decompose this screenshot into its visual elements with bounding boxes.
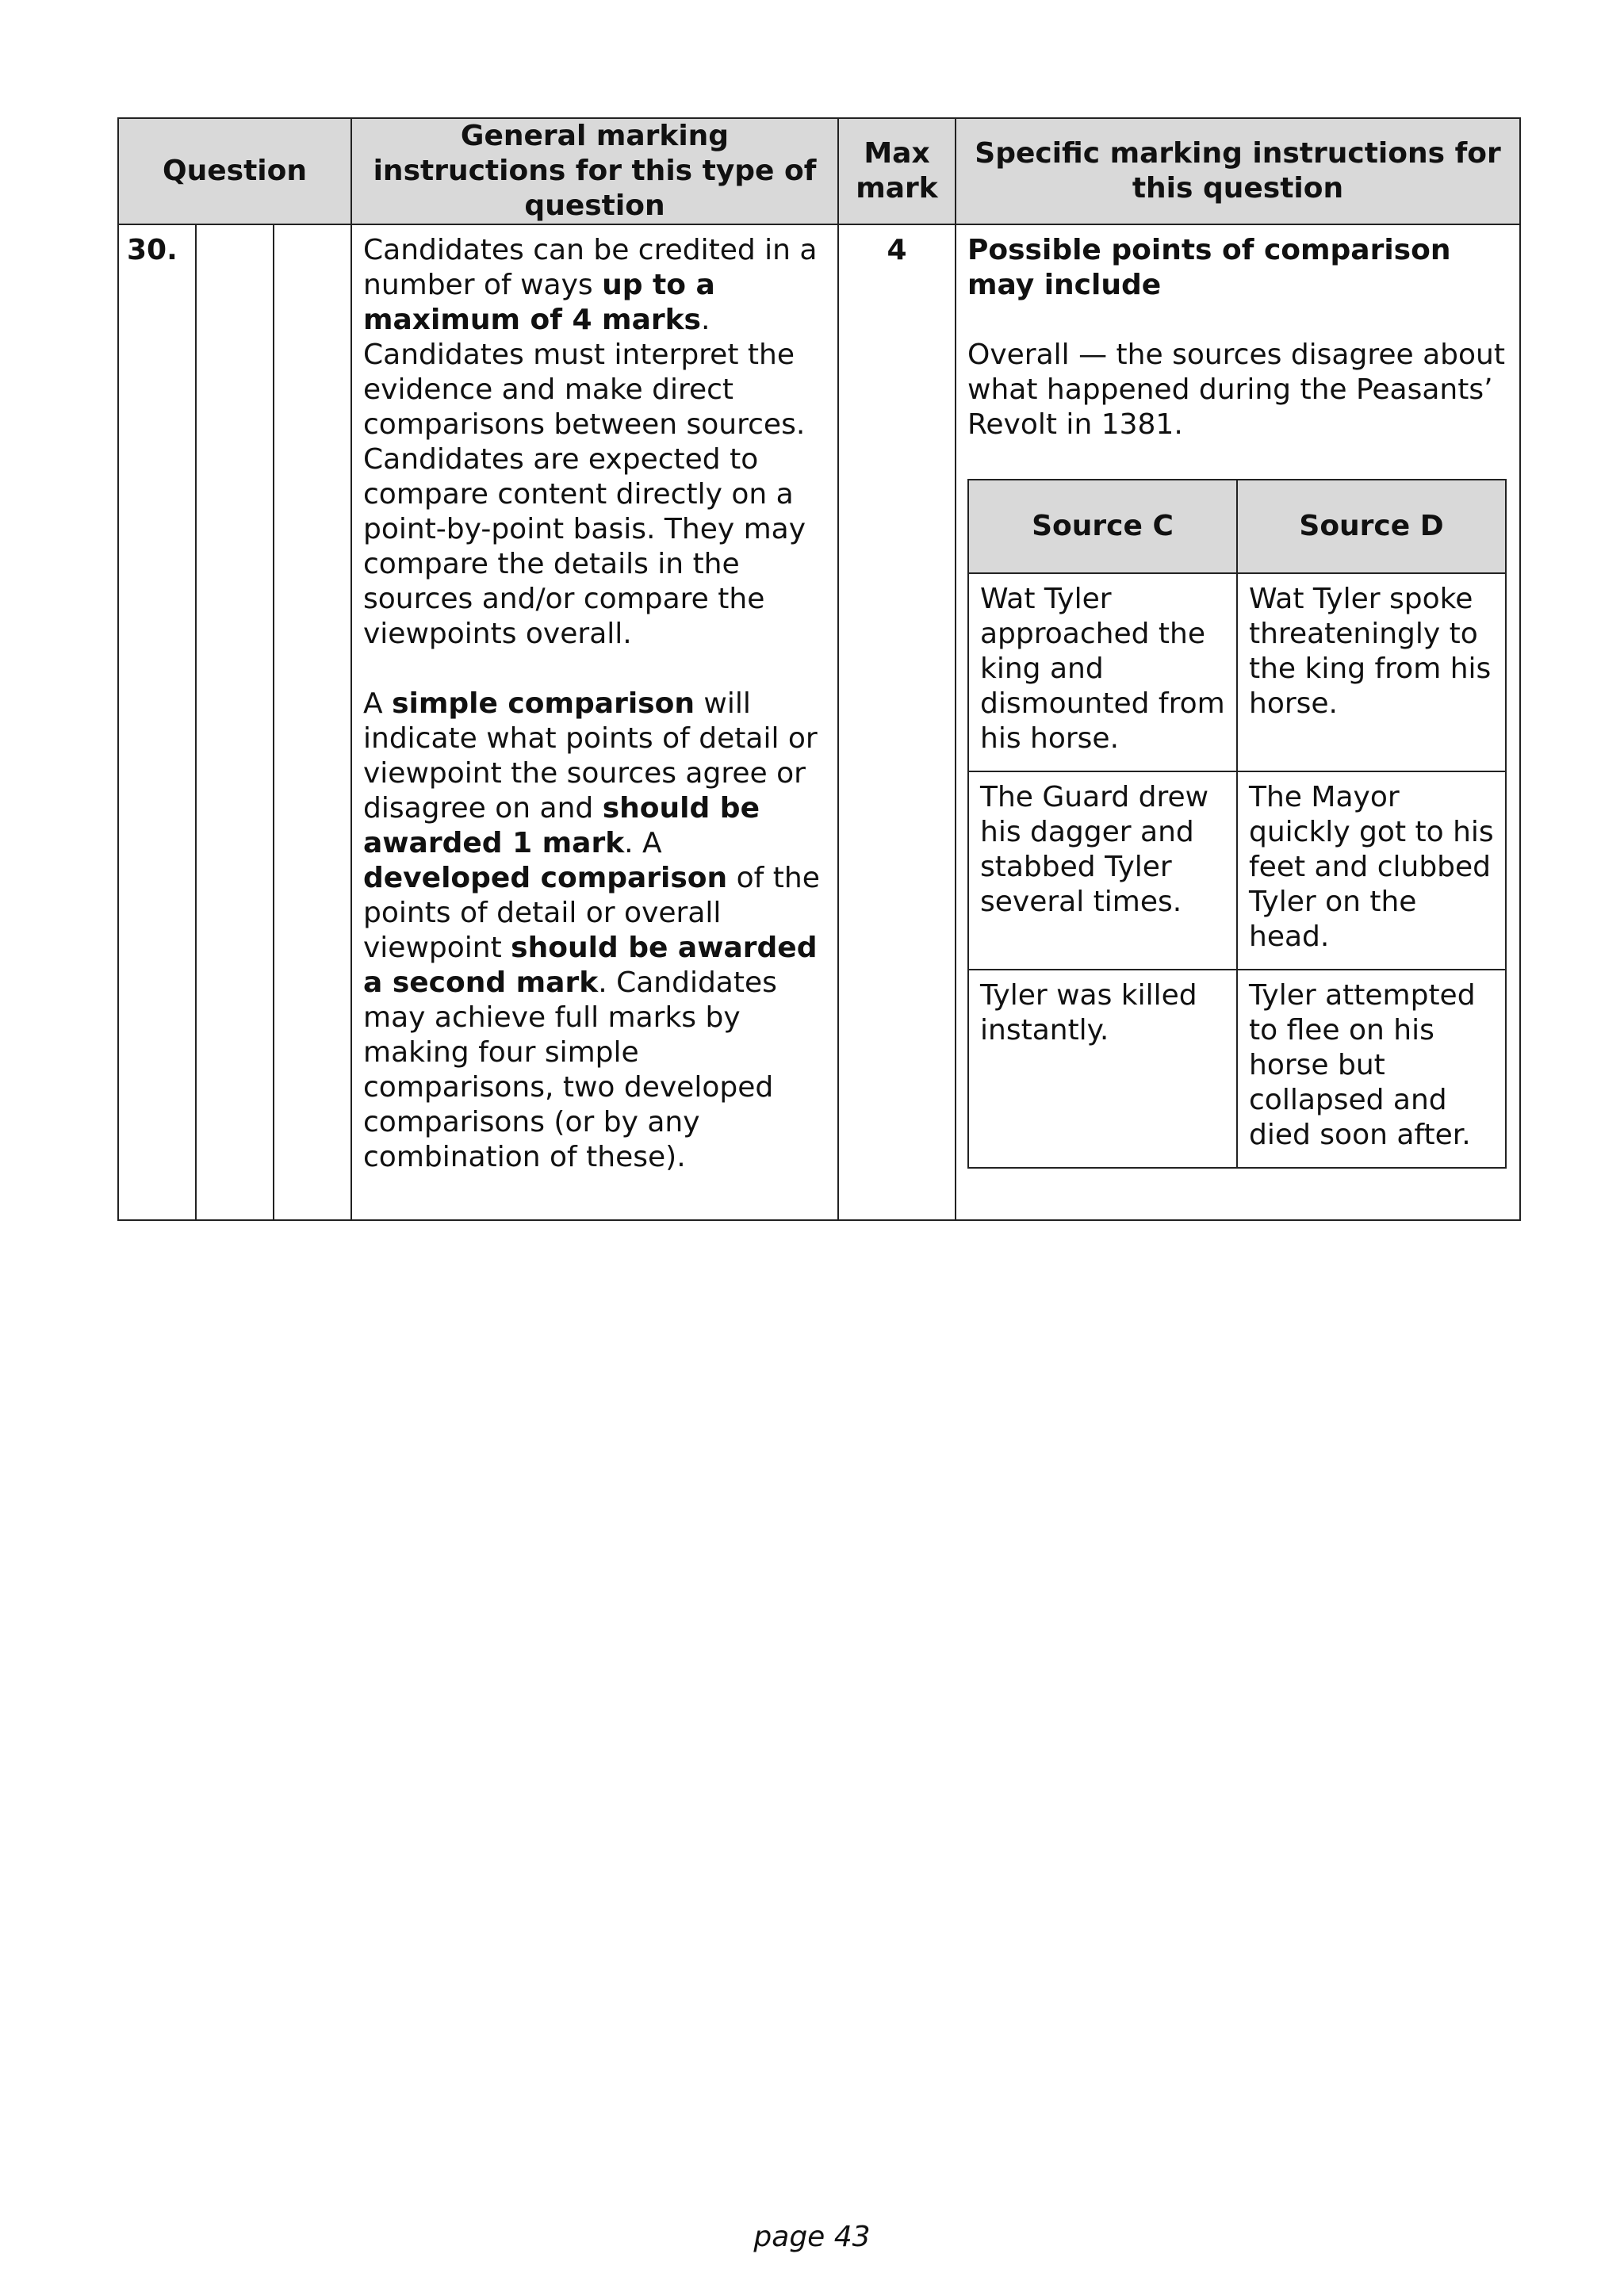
source-d-point: Tyler attempted to flee on his horse but collapsed and died soon after. bbox=[1237, 970, 1506, 1168]
specific-instructions-cell bbox=[956, 224, 1520, 1220]
overall-comparison-text: Overall — the sources disagree about what happened during the Peasants’ Revolt in 1381. bbox=[967, 339, 1505, 441]
source-c-header: Source C bbox=[968, 480, 1237, 573]
emphasis-text: developed comparison bbox=[363, 862, 728, 894]
source-comparison-table bbox=[967, 479, 1507, 1169]
general-instructions-paragraph-2 bbox=[363, 687, 826, 1175]
general-instructions-cell bbox=[351, 224, 838, 1220]
body-text: . A bbox=[624, 827, 662, 859]
body-text: will indicate what points of detail or viewpoint the sources agree or disagree on and bbox=[363, 687, 818, 825]
table-row bbox=[968, 771, 1506, 970]
emphasis-text: simple comparison bbox=[392, 687, 695, 720]
table-row bbox=[118, 224, 1520, 1220]
source-d-point: Wat Tyler spoke threateningly to the king from his horse. bbox=[1237, 573, 1506, 771]
question-subpart-cell bbox=[274, 224, 351, 1220]
source-d-header: Source D bbox=[1237, 480, 1506, 573]
emphasis-text: should be awarded a second mark bbox=[363, 932, 818, 999]
header-max-mark: Max mark bbox=[838, 118, 956, 224]
header-question: Question bbox=[118, 118, 351, 224]
specific-instructions-heading: Possible points of comparison may include bbox=[967, 234, 1451, 301]
header-general-instructions: General marking instructions for this type of question bbox=[351, 118, 838, 224]
source-c-point: Tyler was killed instantly. bbox=[968, 970, 1237, 1168]
source-d-point: The Mayor quickly got to his feet and clubbed Tyler on the head. bbox=[1237, 771, 1506, 970]
emphasis-text: should be awarded 1 mark bbox=[363, 792, 760, 859]
page-number: page 43 bbox=[753, 2221, 871, 2253]
general-instructions-paragraph-1 bbox=[363, 233, 826, 652]
table-row bbox=[968, 970, 1506, 1168]
table-header-row bbox=[118, 118, 1520, 224]
body-text: A bbox=[363, 687, 393, 720]
body-text: of the points of detail or overall viewpoint bbox=[363, 862, 820, 964]
source-comparison-header-row bbox=[968, 480, 1506, 573]
max-mark-value: 4 bbox=[838, 224, 956, 1220]
source-c-point: Wat Tyler approached the king and dismounted from his horse. bbox=[968, 573, 1237, 771]
table-row bbox=[968, 573, 1506, 771]
body-text: Candidates can be credited in a number of ways bbox=[363, 234, 818, 301]
source-c-point: The Guard drew his dagger and stabbed Tyler several times. bbox=[968, 771, 1237, 970]
body-text: . Candidates must interpret the evidence and make direct comparisons between sources. Candidates are expected to compare content directly on a point-by-point basis. They may compare the details in the sources and/or compare the viewpoints overall. bbox=[363, 304, 806, 650]
body-text: . Candidates may achieve full marks by making four simple comparisons, two developed comparisons (or by any combination of these). bbox=[363, 966, 777, 1173]
question-part-cell bbox=[196, 224, 274, 1220]
emphasis-text: up to a maximum of 4 marks bbox=[363, 269, 715, 336]
header-specific-instructions: Specific marking instructions for this question bbox=[956, 118, 1520, 224]
marking-instructions-table bbox=[117, 117, 1521, 1221]
question-number: 30. bbox=[118, 224, 196, 1220]
